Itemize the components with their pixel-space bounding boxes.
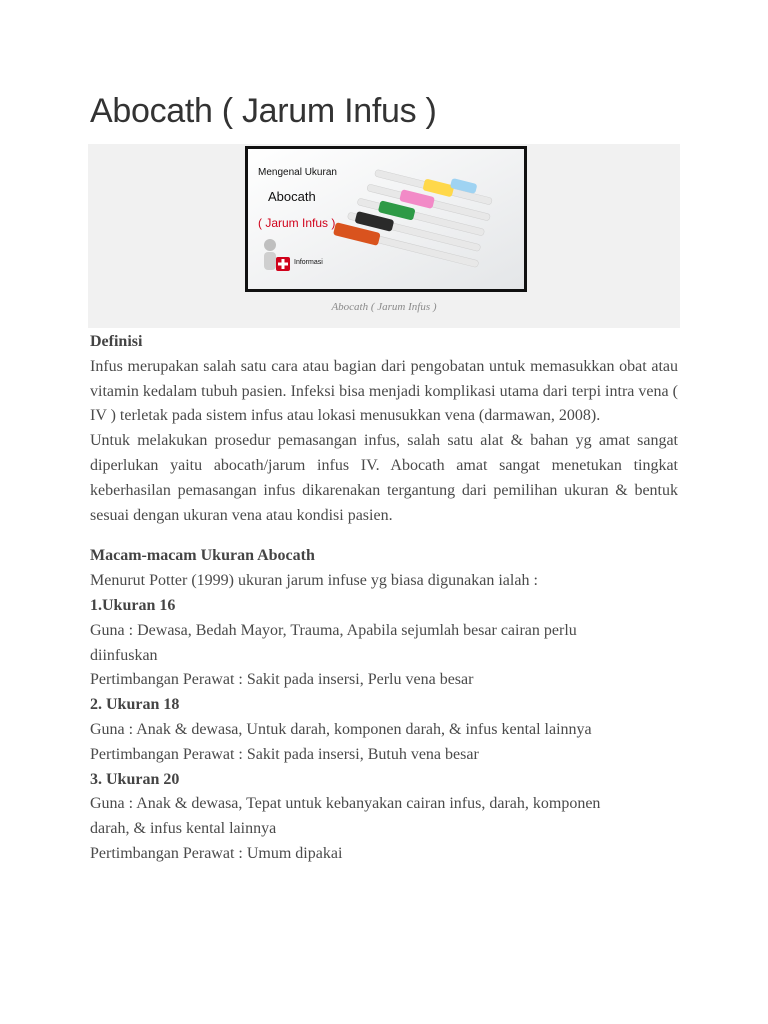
image-text-line3: ( Jarum Infus ) bbox=[258, 216, 336, 230]
spacer bbox=[90, 528, 678, 544]
paragraph-definisi-1: Infus merupakan salah satu cara atau bagian dari pengobatan untuk memasukkan obat atau vitamin kedalam tubuh pasien. Infeksi bisa menjadi komplikasi utama dari terpi intra vena ( IV ) terletak pada sistem infus atau lokasi menusukkan vena (darmawan, 2008). bbox=[90, 357, 678, 425]
heading-macam: Macam-macam Ukuran Abocath bbox=[90, 547, 315, 565]
figure bbox=[88, 144, 680, 328]
figure-caption: Abocath ( Jarum Infus ) bbox=[331, 301, 437, 313]
person-icon bbox=[264, 239, 276, 270]
size-20-guna-line2: darah, & infus kental lainnya bbox=[90, 820, 277, 838]
article-body bbox=[90, 330, 678, 867]
size-18-pertimbangan: Pertimbangan Perawat : Sakit pada insersi, Butuh vena besar bbox=[90, 745, 479, 763]
macam-intro: Menurut Potter (1999) ukuran jarum infuse yg biasa digunakan ialah : bbox=[90, 572, 538, 590]
image-text-line1: Mengenal Ukuran bbox=[258, 167, 337, 178]
size-heading-18: 2. Ukuran 18 bbox=[90, 696, 180, 714]
size-16-guna-line2: diinfuskan bbox=[90, 646, 158, 664]
size-heading-20: 3. Ukuran 20 bbox=[90, 770, 180, 788]
size-20-guna-line1: Guna : Anak & dewasa, Tepat untuk kebanyakan cairan infus, darah, komponen bbox=[90, 795, 601, 813]
size-16-pertimbangan: Pertimbangan Perawat : Sakit pada insersi, Perlu vena besar bbox=[90, 671, 474, 689]
page-title: Abocath ( Jarum Infus ) bbox=[90, 92, 437, 130]
first-aid-icon bbox=[276, 257, 290, 271]
size-16-guna-line1: Guna : Dewasa, Bedah Mayor, Trauma, Apabila sejumlah besar cairan perlu bbox=[90, 621, 577, 639]
size-20-pertimbangan: Pertimbangan Perawat : Umum dipakai bbox=[90, 844, 343, 862]
image-badge-text: Informasi bbox=[294, 259, 323, 266]
heading-definisi: Definisi bbox=[90, 333, 143, 350]
paragraph-definisi-2: Untuk melakukan prosedur pemasangan infus, salah satu alat & bahan yg amat sangat diperlukan yaitu abocath/jarum infus IV. Abocath amat sangat menetukan tingkat keberhasilan pemasangan infus dikarenakan tergantung dari pemilihan ukuran & bentuk sesuai dengan ukuran vena atau kondisi pasien. bbox=[90, 432, 678, 524]
image-text-line2: Abocath bbox=[268, 189, 316, 204]
size-heading-16: 1.Ukuran 16 bbox=[90, 596, 176, 614]
size-18-guna-line1: Guna : Anak & dewasa, Untuk darah, komponen darah, & infus kental lainnya bbox=[90, 720, 592, 738]
abocath-image bbox=[245, 146, 527, 292]
